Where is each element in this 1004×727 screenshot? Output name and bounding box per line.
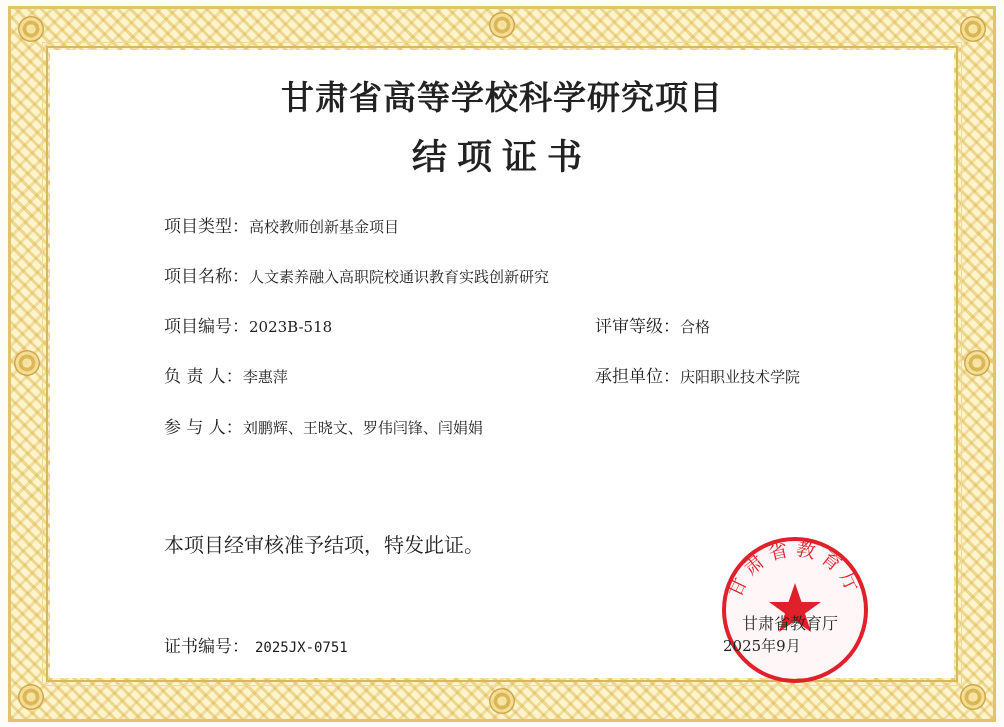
- certificate-number-value: 2025JX-0751: [255, 640, 348, 656]
- field-value: 2023B-518: [249, 318, 333, 336]
- field-value: 刘鹏辉、王晓文、罗伟闫锋、闫娟娟: [242, 419, 483, 437]
- certification-statement: 本项目经审核准予结项，特发此证。: [164, 533, 484, 557]
- certificate-title: 甘肃省高等学校科学研究项目: [281, 78, 723, 117]
- field-label: 评审等级：: [595, 317, 680, 337]
- certificate-number: [164, 632, 348, 657]
- border-rosette-icon: [14, 350, 40, 376]
- field-project-number: [164, 312, 332, 337]
- corner-rosette-icon: [960, 16, 986, 42]
- field-value: 合格: [680, 318, 711, 336]
- field-value: 庆阳职业技术学院: [680, 368, 801, 386]
- field-project-type: [164, 212, 399, 237]
- official-seal-icon: [720, 535, 870, 685]
- field-label: 项目编号：: [164, 317, 249, 337]
- field-participants: [164, 413, 483, 438]
- field-principal: [164, 362, 288, 387]
- field-value: 李惠萍: [242, 368, 288, 386]
- corner-rosette-icon: [18, 684, 44, 710]
- border-rosette-icon: [964, 350, 990, 376]
- corner-rosette-icon: [18, 16, 44, 42]
- corner-rosette-icon: [960, 684, 986, 710]
- field-undertaking-unit: [595, 362, 800, 387]
- issuer-name: 甘肃省教育厅: [742, 614, 839, 633]
- field-label: 承担单位：: [595, 367, 680, 387]
- border-rosette-icon: [489, 688, 515, 714]
- certificate-subtitle: 结项证书: [411, 138, 592, 178]
- field-label: 项目名称：: [164, 267, 249, 287]
- field-value: 高校教师创新基金项目: [249, 218, 400, 236]
- seal-text: 甘肃省教育厅: [723, 537, 867, 601]
- issue-date: 2025年9月: [723, 637, 801, 655]
- field-project-name: [164, 262, 549, 287]
- field-review-grade: [595, 312, 710, 337]
- field-label: 参 与 人：: [164, 418, 243, 438]
- field-value: 人文素养融入高职院校通识教育实践创新研究: [249, 268, 550, 286]
- certificate-number-label: 证书编号：: [164, 637, 249, 657]
- field-label: 项目类型：: [164, 217, 249, 237]
- border-rosette-icon: [489, 12, 515, 38]
- field-label: 负 责 人：: [164, 367, 243, 387]
